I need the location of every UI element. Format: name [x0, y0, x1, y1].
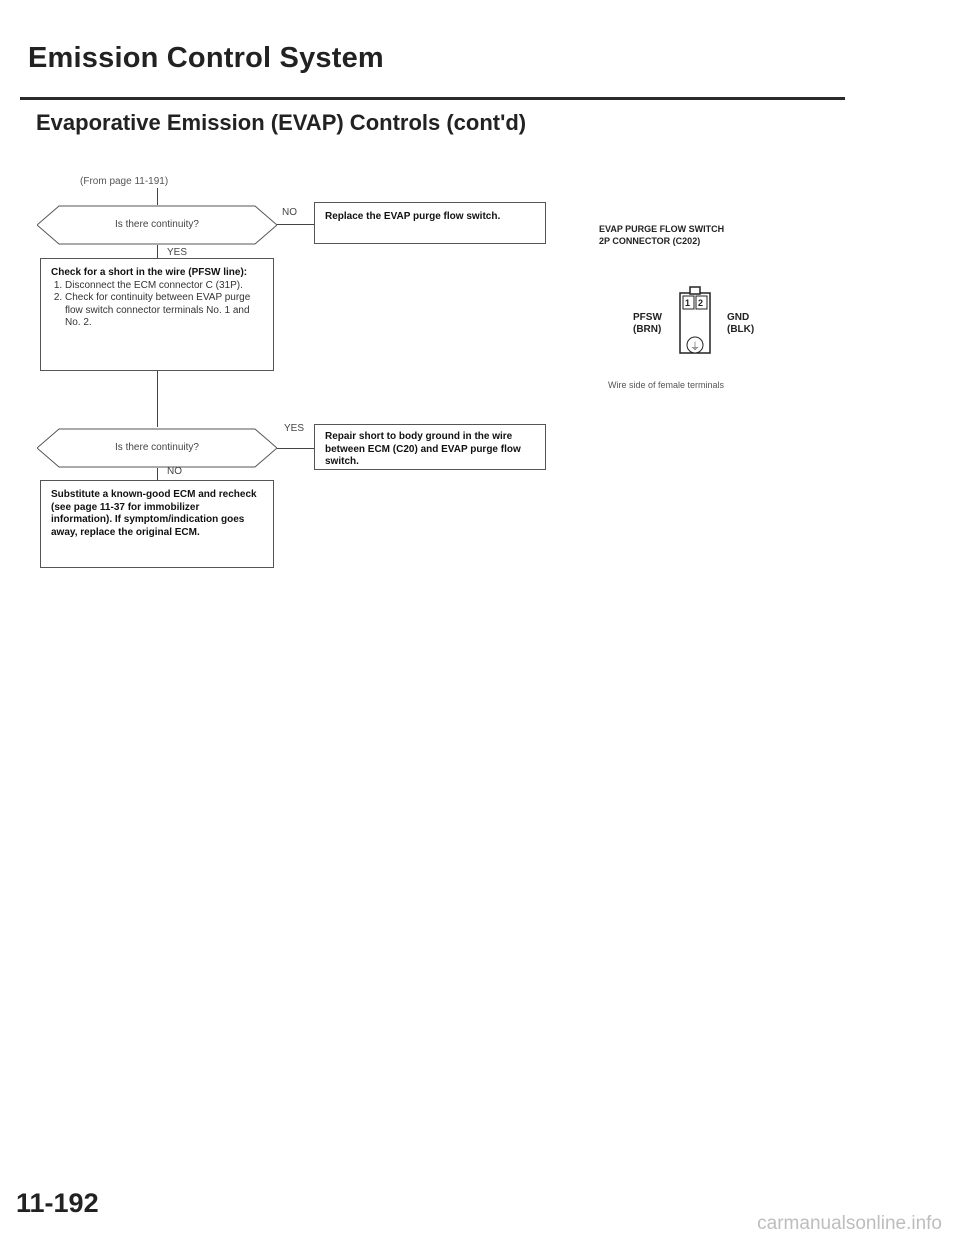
action-box-check-short [40, 258, 274, 371]
title-divider [20, 97, 845, 100]
decision-1-text: Is there continuity? [115, 219, 199, 230]
flow-line-top [157, 188, 158, 205]
flow-line-yes2 [277, 448, 314, 449]
branch-yes-label-1: YES [167, 247, 188, 258]
flow-line-no2 [157, 468, 158, 480]
section-title: Evaporative Emission (EVAP) Controls (cont'd) [36, 110, 527, 135]
gnd-wire-color: (BLK) [727, 324, 755, 335]
from-page-note: (From page 11-191) [80, 176, 169, 187]
flow-line-mid [157, 371, 158, 427]
pin-2-label: 2 [698, 298, 704, 308]
connector-title-line-1: EVAP PURGE FLOW SWITCH [599, 224, 725, 234]
branch-yes-label-2: YES [284, 423, 305, 434]
action-box-substitute-ecm [40, 480, 274, 568]
pfsw-wire-name: PFSW [633, 312, 662, 323]
replace-switch-text: Replace the EVAP purge flow switch. [325, 211, 501, 222]
check-step-1: 1. Disconnect the ECM connector C (31P). [65, 280, 263, 293]
connector-note: Wire side of female terminals [608, 380, 725, 390]
decision-continuity-2 [37, 428, 277, 468]
substitute-ecm-text: Substitute a known-good ECM and recheck (see page 11-37 for immobilizer information). If symptom/indication goes away, replace the original ECM. [51, 489, 257, 538]
gnd-wire-name: GND [727, 312, 750, 323]
flow-line-yes1 [157, 245, 158, 258]
decision-continuity-1 [37, 205, 277, 245]
check-short-heading: Check for a short in the wire (PFSW line): [51, 267, 248, 278]
page-number: 11-192 [16, 1188, 99, 1218]
action-box-repair-short [314, 424, 546, 470]
repair-short-text: Repair short to body ground in the wire between ECM (C20) and EVAP purge flow switch. [325, 431, 521, 467]
connector-title-line-2: 2P CONNECTOR (C202) [599, 236, 701, 246]
page-title: Emission Control System [28, 42, 384, 74]
ground-icon: ⏚ [690, 342, 700, 353]
gnd-wire-label [727, 312, 754, 336]
decision-2-text: Is there continuity? [115, 442, 199, 453]
connector-title [599, 223, 724, 247]
action-box-replace-switch [314, 202, 546, 244]
check-short-steps [51, 280, 263, 330]
branch-no-label-2: NO [167, 466, 182, 477]
pfsw-wire-color: (BRN) [633, 324, 662, 335]
branch-no-label-1: NO [282, 207, 297, 218]
pfsw-wire-label [633, 312, 662, 336]
pin-1-label: 1 [685, 298, 691, 308]
watermark-text: carmanualsonline.info [757, 1213, 942, 1234]
check-step-2: 2. Check for continuity between EVAP purge flow switch connector terminals No. 1 and No. 2. [65, 292, 263, 330]
flow-line-no1 [277, 224, 314, 225]
